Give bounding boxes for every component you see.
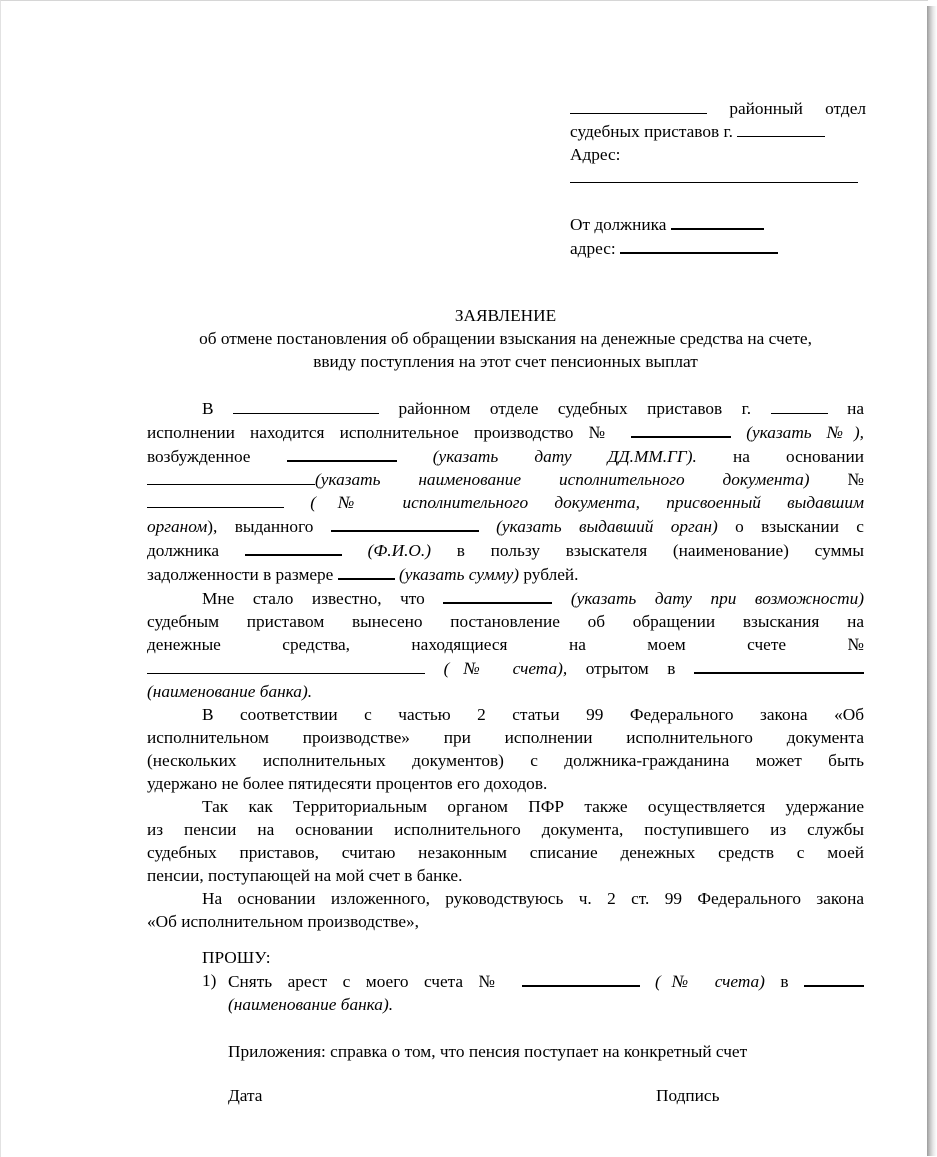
p1-line-8: задолженности в размере (указать сумму) рублей. [147,562,864,586]
p5-line-2: «Об исполнительном производстве», [147,912,419,931]
title-sub-1: об отмене постановления об обращении взыскания на денежные средства на счете, [199,329,812,348]
p1-line-1: В районном отделе судебных приставов г. на [202,399,865,418]
p1-line-2: исполнении находится исполнительное производство № (указать №), [147,420,864,444]
request-heading: ПРОШУ: [202,948,271,967]
p5-line-1: На основании изложенного, руководствуюсь ч. 2 ст. 99 Федерального закона [202,889,864,908]
p3-line-4: удержано не более пятидесяти процентов его доходов. [147,774,548,793]
header-block [570,97,866,189]
header-address-line [570,166,866,189]
p4-line-3: судебных приставов, считаю незаконным списание денежных средств с моей [147,843,864,862]
page-shadow [927,6,937,1156]
p1-line-6: органом), выданного (указать выдавший орган) о взыскании с [147,514,864,538]
p4-line-1: Так как Территориальным органом ПФР также осуществляется удержание [202,797,864,816]
request-item-1 [202,969,864,1016]
p3-line-2: исполнительном производстве» при исполнении исполнительного документа [147,728,864,747]
request-item-line-2: (наименование банка). [228,995,394,1014]
signature-label: Подпись [656,1086,720,1105]
p2-line-3: денежные средства, находящиеся на моем счете № [147,635,864,654]
p1-line-5: (№ исполнительного документа, присвоенный выдавшим [147,491,864,514]
p4-line-4: пенсии, поступающей на мой счет в банке. [147,866,463,885]
p2-line-4: (№ счета), отрытом в [147,656,864,680]
title-sub-2: ввиду поступления на этот счет пенсионных выплат [313,352,698,371]
request-item-line-1: Снять арест с моего счета № (№ счета) в [228,969,864,993]
title-block [147,304,864,373]
p2-line-1: Мне стало известно, что (указать дату при возможности) [147,586,864,610]
p1-line-4: (указать наименование исполнительного документа) № [147,468,864,491]
header-address-label: Адрес: [570,145,621,164]
page-title: ЗАЯВЛЕНИЕ [454,306,557,325]
p4-line-2: из пенсии на основании исполнительного документа, поступившего из службы [147,820,864,839]
debtor-address-line: адрес: [570,236,866,260]
p3-line-1: В соответствии с частью 2 статьи 99 Федерального закона «Об [202,705,864,724]
debtor-block [570,212,866,260]
p1-line-3: возбужденное (указать дату ДД.ММ.ГГ). на основании [147,444,864,468]
request-block [202,946,864,1016]
p1-line-7: должника (Ф.И.О.) в пользу взыскателя (наименование) суммы [147,538,864,562]
body-text [147,397,864,933]
header-line-2: судебных приставов г. [570,120,866,143]
p3-line-3: (нескольких исполнительных документов) с должника-гражданина может быть [147,751,864,770]
attachments-text: Приложения: справка о том, что пенсия поступает на конкретный счет [228,1042,748,1061]
header-line-1: районный отдел [570,97,866,120]
date-label: Дата [228,1086,263,1105]
p2-line-5: (наименование банка). [147,682,313,701]
request-item-number: 1) [202,971,217,990]
debtor-line: От должника [570,212,866,236]
p2-line-2: судебным приставом вынесено постановление об обращении взыскания на [147,612,864,631]
